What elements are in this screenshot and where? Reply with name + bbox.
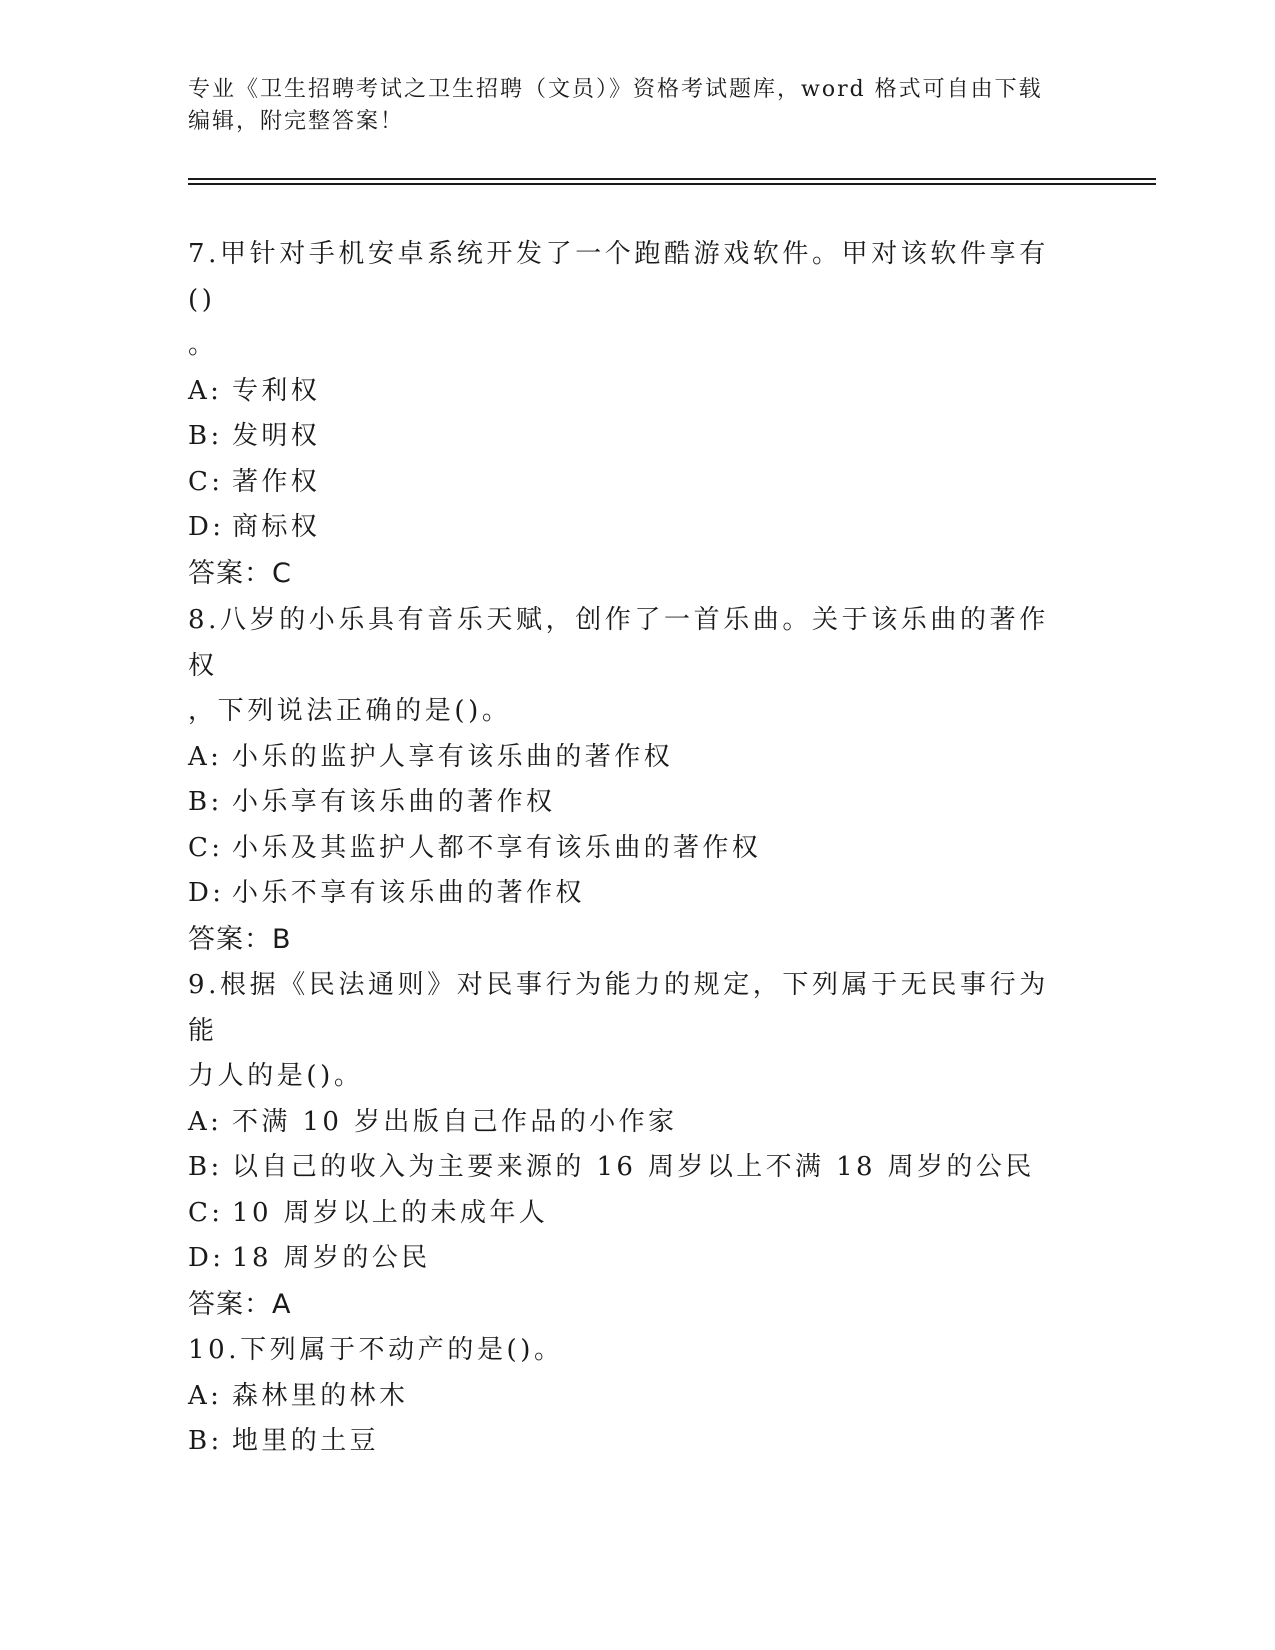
- option-text: 森林里的林木: [232, 1380, 409, 1411]
- option-key: D:: [188, 1243, 225, 1273]
- option-text: 地里的土豆: [232, 1426, 380, 1456]
- option-a: [188, 735, 1068, 781]
- option-a: [188, 369, 1068, 415]
- question-stem-line-2: 力人的是()。: [188, 1061, 364, 1091]
- question-8: [188, 598, 1068, 962]
- header-divider-bottom: [188, 183, 1156, 185]
- option-text: 18 周岁的公民: [232, 1243, 431, 1273]
- question-9: [188, 963, 1068, 1327]
- option-c: [188, 826, 1068, 872]
- option-d: [188, 1236, 1068, 1282]
- option-key: A:: [188, 1380, 223, 1411]
- option-key: B:: [188, 1426, 223, 1456]
- option-key: C:: [188, 466, 224, 497]
- answer-line: 答案：C: [188, 557, 292, 589]
- question-stem-line-2: ，下列说法正确的是()。: [188, 696, 512, 726]
- option-key: D:: [188, 878, 225, 908]
- option-text: 商标权: [232, 512, 321, 542]
- header-divider-top: [188, 178, 1156, 180]
- option-c: [188, 460, 1068, 506]
- option-text: 专利权: [232, 375, 321, 406]
- answer-line: 答案：A: [188, 1288, 292, 1320]
- option-b: [188, 1145, 1068, 1191]
- option-d: [188, 505, 1068, 551]
- option-text: 小乐及其监护人都不享有该乐曲的著作权: [232, 832, 762, 863]
- option-a: [188, 1374, 1068, 1420]
- option-key: B:: [188, 787, 223, 817]
- option-key: B:: [188, 421, 223, 451]
- option-b: [188, 780, 1068, 826]
- question-stem-line-1: 7.甲针对手机安卓系统开发了一个跑酷游戏软件。甲对该软件享有(): [188, 239, 1049, 315]
- option-text: 小乐享有该乐曲的著作权: [232, 787, 556, 817]
- option-key: C:: [188, 832, 224, 863]
- question-stem-line-1: 10.下列属于不动产的是()。: [188, 1335, 564, 1365]
- option-text: 小乐不享有该乐曲的著作权: [232, 878, 585, 908]
- option-key: A:: [188, 741, 223, 772]
- option-b: [188, 414, 1068, 460]
- option-text: 10 周岁以上的未成年人: [232, 1197, 549, 1228]
- question-stem-line-2: 。: [188, 330, 218, 360]
- option-text: 不满 10 岁出版自己作品的小作家: [232, 1106, 678, 1137]
- document-header: [188, 74, 1068, 138]
- question-stem-line-1: 9.根据《民法通则》对民事行为能力的规定，下列属于无民事行为能: [188, 970, 1049, 1046]
- question-7: [188, 232, 1068, 596]
- option-text: 以自己的收入为主要来源的 16 周岁以上不满 18 周岁的公民: [232, 1152, 1035, 1182]
- option-b: [188, 1419, 1068, 1465]
- option-text: 发明权: [232, 421, 321, 451]
- header-line-2: 编辑，附完整答案！: [188, 109, 405, 134]
- option-key: D:: [188, 512, 225, 542]
- option-key: A:: [188, 375, 223, 406]
- option-c: [188, 1191, 1068, 1237]
- option-text: 小乐的监护人享有该乐曲的著作权: [232, 741, 674, 772]
- question-10: [188, 1328, 1068, 1465]
- option-a: [188, 1100, 1068, 1146]
- option-d: [188, 871, 1068, 917]
- option-key: B:: [188, 1152, 223, 1182]
- header-line-1: 专业《卫生招聘考试之卫生招聘（文员）》资格考试题库，word 格式可自由下载: [188, 77, 1043, 102]
- option-key: C:: [188, 1197, 224, 1228]
- option-text: 著作权: [232, 466, 321, 497]
- option-key: A:: [188, 1106, 223, 1137]
- answer-line: 答案：B: [188, 923, 292, 955]
- question-stem-line-1: 8.八岁的小乐具有音乐天赋，创作了一首乐曲。关于该乐曲的著作权: [188, 605, 1049, 681]
